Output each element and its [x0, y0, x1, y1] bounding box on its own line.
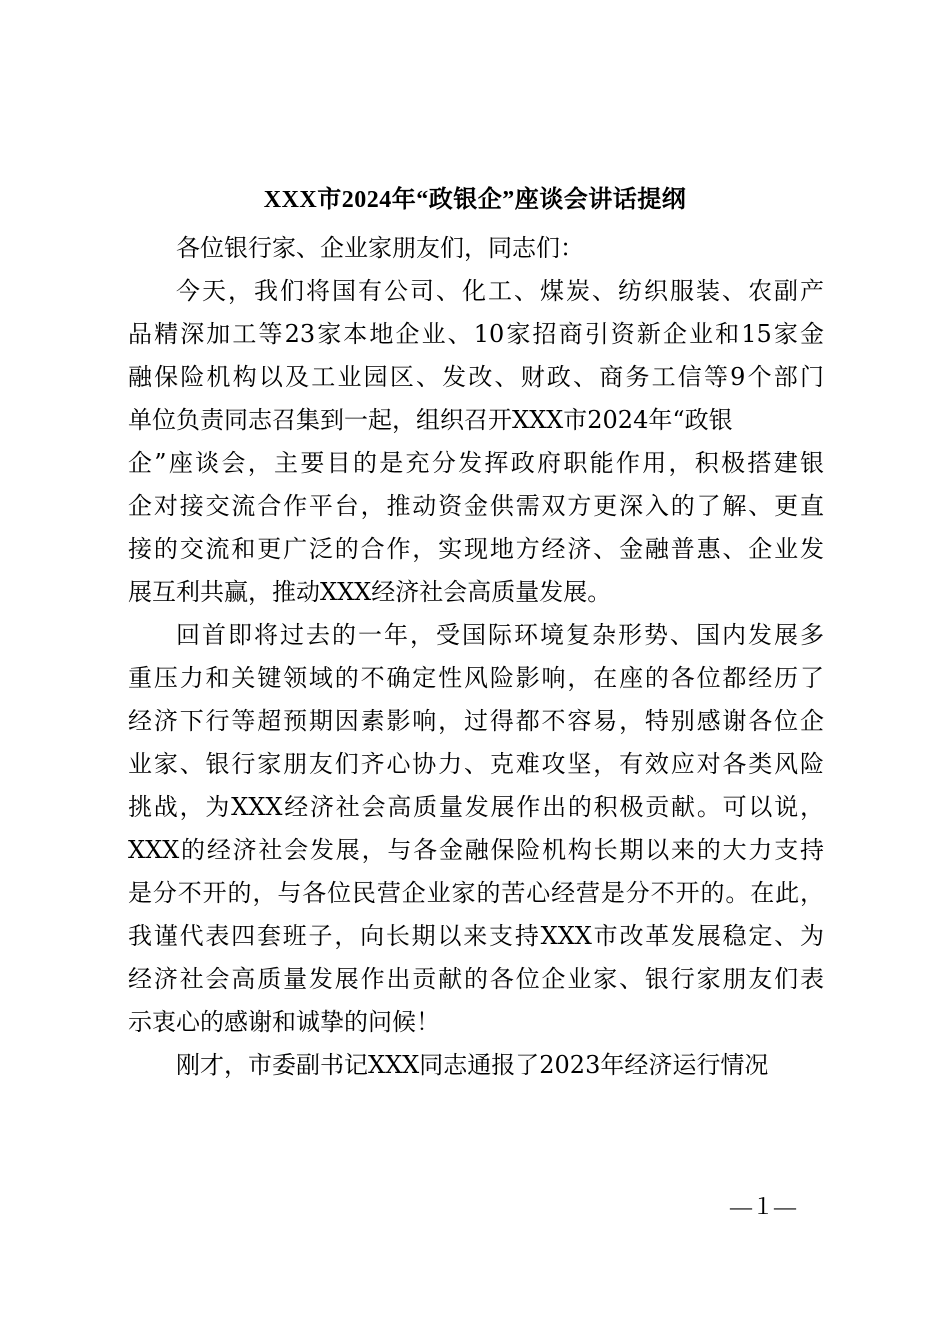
body-line: 示衷心的感谢和诚挚的问候！	[128, 1008, 440, 1036]
body-line: 品精深加工等23家本地企业、10家招商引资新企业和15家金	[128, 320, 824, 348]
body-line: 接的交流和更广泛的合作，实现地方经济、金融普惠、企业发	[128, 535, 824, 563]
document-body	[128, 227, 824, 1087]
body-line: 挑战，为XXX经济社会高质量发展作出的积极贡献。可以说，	[128, 793, 824, 821]
body-line: 重压力和关键领域的不确定性风险影响，在座的各位都经历了	[128, 664, 824, 692]
body-line: 企对接交流合作平台，推动资金供需双方更深入的了解、更直	[128, 492, 824, 520]
body-line: 经济下行等超预期因素影响，过得都不容易，特别感谢各位企	[128, 707, 824, 735]
body-line: 经济社会高质量发展作出贡献的各位企业家、银行家朋友们表	[128, 965, 824, 993]
body-line: 刚才，市委副书记XXX同志通报了2023年经济运行情况	[176, 1051, 769, 1079]
body-line: XXX的经济社会发展，与各金融保险机构长期以来的大力支持	[128, 836, 824, 864]
page-number: —１—	[730, 1194, 797, 1219]
document-title: XXX市2024年“政银企”座谈会讲话提纲	[263, 187, 687, 213]
body-line: 业家、银行家朋友们齐心协力、克难攻坚，有效应对各类风险	[128, 750, 824, 778]
body-line: 融保险机构以及工业园区、发改、财政、商务工信等9个部门	[128, 363, 824, 391]
body-line: 展互利共赢，推动XXX经济社会高质量发展。	[128, 578, 612, 606]
body-line: 我谨代表四套班子，向长期以来支持XXX市改革发展稳定、为	[128, 922, 824, 950]
body-line: 各位银行家、企业家朋友们，同志们：	[176, 234, 584, 262]
body-line: 企”座谈会，主要目的是充分发挥政府职能作用，积极搭建银	[128, 449, 824, 477]
body-line: 单位负责同志召集到一起，组织召开XXX市2024年“政银	[128, 406, 733, 434]
body-line: 回首即将过去的一年，受国际环境复杂形势、国内发展多	[176, 621, 824, 649]
body-line: 今天，我们将国有公司、化工、煤炭、纺织服装、农副产	[176, 277, 824, 305]
body-line: 是分不开的，与各位民营企业家的苦心经营是分不开的。在此，	[128, 879, 824, 907]
